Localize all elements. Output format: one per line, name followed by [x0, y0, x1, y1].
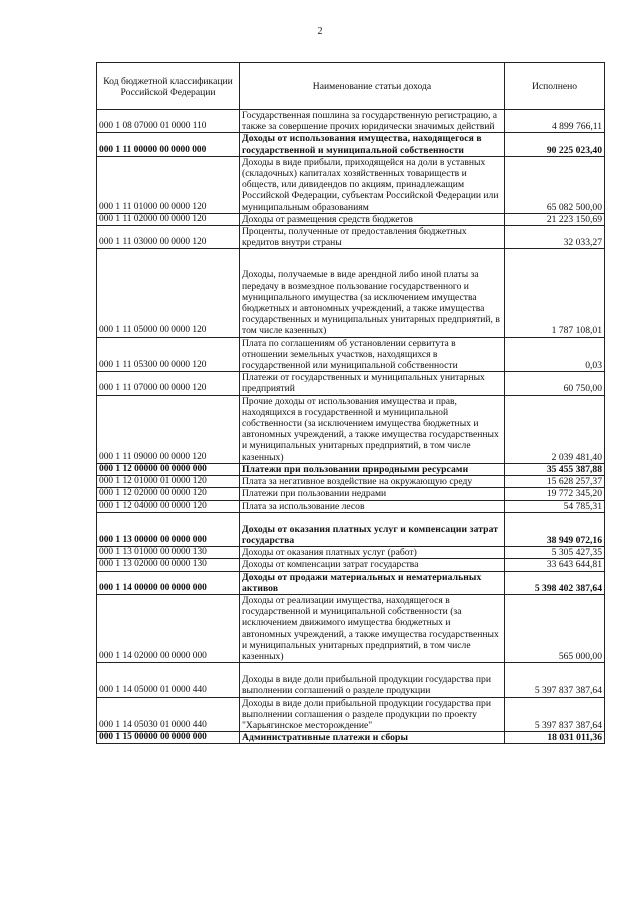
row-code: 000 1 11 09000 00 0000 120 [97, 395, 240, 463]
row-name-text: Плата за использование лесов [242, 500, 365, 512]
row-amount: 5 397 837 387,64 [505, 697, 605, 732]
row-amount: 1 787 108,01 [505, 249, 605, 337]
row-spacer [242, 249, 502, 269]
row-name [240, 476, 505, 488]
row-name [240, 547, 505, 559]
row-name [240, 156, 505, 213]
table-row [97, 226, 605, 249]
header-name: Наименование статьи дохода [240, 63, 505, 110]
row-code: 000 1 14 00000 00 0000 000 [97, 571, 240, 594]
row-name [240, 559, 505, 571]
row-name [240, 213, 505, 225]
row-code: 000 1 13 02000 00 0000 130 [97, 559, 240, 571]
row-code: 000 1 12 04000 00 0000 120 [97, 500, 240, 512]
table-row [97, 571, 605, 594]
row-amount: 15 628 257,37 [505, 476, 605, 488]
row-code: 000 1 11 03000 00 0000 120 [97, 226, 240, 249]
row-amount: 90 225 023,40 [505, 133, 605, 156]
row-code: 000 1 11 05300 00 0000 120 [97, 337, 240, 372]
table-row [97, 249, 605, 337]
row-amount: 2 039 481,40 [505, 395, 605, 463]
row-name [240, 500, 505, 512]
table-row [97, 488, 605, 500]
row-amount: 65 082 500,00 [505, 156, 605, 213]
table-row [97, 133, 605, 156]
row-amount: 60 750,00 [505, 372, 605, 395]
row-code: 000 1 12 00000 00 0000 000 [97, 463, 240, 475]
table-row [97, 372, 605, 395]
row-name-text: Доходы от реализации имущества, находящегося в государственной и муниципальной собственности (за исключением движимого имущества бюджетных и автономных учреждений, а также имущества государственных и муниципальных унитарных предприятий, в том числе казенных) [242, 594, 499, 662]
row-name [240, 571, 505, 594]
row-code: 000 1 12 01000 01 0000 120 [97, 476, 240, 488]
row-name [240, 249, 505, 337]
row-amount: 54 785,31 [505, 500, 605, 512]
row-name [240, 226, 505, 249]
row-code: 000 1 13 01000 00 0000 130 [97, 547, 240, 559]
table-header-row [97, 63, 605, 110]
row-amount: 19 772 345,20 [505, 488, 605, 500]
row-name [240, 110, 505, 133]
row-amount: 5 398 402 387,64 [505, 571, 605, 594]
row-name [240, 372, 505, 395]
row-amount: 18 031 011,36 [505, 732, 605, 744]
row-code: 000 1 11 05000 00 0000 120 [97, 249, 240, 337]
row-name [240, 337, 505, 372]
row-name-text: Государственная пошлина за государственную регистрацию, а также за совершение прочих юридически значимых действий [242, 110, 498, 133]
row-name-text: Прочие доходы от использования имущества и прав, находящихся в государственной и муниципальной собственности (за исключением имущества бюджетных и автономных учреждений, а также имущества государственных и муниципальных унитарных предприятий, в том числе казенных) [242, 395, 499, 463]
row-name-text: Проценты, полученные от предоставления бюджетных кредитов внутри страны [242, 226, 467, 249]
table-row [97, 500, 605, 512]
row-amount: 32 033,27 [505, 226, 605, 249]
table-row [97, 594, 605, 662]
table-row [97, 110, 605, 133]
row-name-text: Доходы в виде доли прибыльной продукции государства при выполнении соглашения о разделе продукции по проекту "Харьягинское месторождение" [242, 697, 491, 731]
row-name [240, 663, 505, 697]
row-name-text: Доходы от оказания платных услуг (работ) [242, 547, 417, 559]
row-code: 000 1 14 05030 01 0000 440 [97, 697, 240, 732]
table-row [97, 395, 605, 463]
table-row [97, 512, 605, 546]
row-amount: 38 949 072,16 [505, 512, 605, 546]
row-name [240, 395, 505, 463]
row-name-text: Плата за негативное воздействие на окружающую среду [242, 476, 473, 488]
table-row [97, 213, 605, 225]
row-name-text: Административные платежи и сборы [242, 732, 409, 744]
row-name [240, 594, 505, 662]
table-row [97, 697, 605, 732]
row-spacer [242, 513, 502, 524]
row-name [240, 488, 505, 500]
table-row [97, 476, 605, 488]
row-code: 000 1 11 00000 00 0000 000 [97, 133, 240, 156]
row-name-text: Платежи от государственных и муниципальных унитарных предприятий [242, 372, 485, 395]
table-row [97, 663, 605, 697]
row-name-text: Доходы в виде доли прибыльной продукции государства при выполнении соглашений о разделе продукции [242, 674, 491, 697]
row-amount: 4 899 766,11 [505, 110, 605, 133]
table-row [97, 156, 605, 213]
row-name-text: Доходы от размещения средств бюджетов [242, 213, 413, 225]
row-amount: 5 305 427,35 [505, 547, 605, 559]
row-amount: 5 397 837 387,64 [505, 663, 605, 697]
row-code: 000 1 15 00000 00 0000 000 [97, 732, 240, 744]
row-name [240, 697, 505, 732]
row-name [240, 463, 505, 475]
header-code: Код бюджетной классификации Российской Федерации [97, 63, 240, 110]
table-row [97, 547, 605, 559]
row-code: 000 1 08 07000 01 0000 110 [97, 110, 240, 133]
row-amount: 21 223 150,69 [505, 213, 605, 225]
row-name-text: Доходы от продажи материальных и нематериальных активов [242, 571, 482, 594]
table-row [97, 732, 605, 744]
table-row [97, 463, 605, 475]
row-amount: 0,03 [505, 337, 605, 372]
header-amount: Исполнено [505, 63, 605, 110]
row-name [240, 133, 505, 156]
row-name-text: Плата по соглашениям об установлении сервитута в отношении земельных участков, находящихся в государственной или муниципальной собственности [242, 337, 458, 372]
row-amount: 33 643 644,81 [505, 559, 605, 571]
row-name [240, 732, 505, 744]
row-name-text: Платежи при пользовании недрами [242, 488, 387, 500]
row-code: 000 1 13 00000 00 0000 000 [97, 512, 240, 546]
row-code: 000 1 14 05000 01 0000 440 [97, 663, 240, 697]
table-row [97, 559, 605, 571]
row-name-text: Доходы от компенсации затрат государства [242, 559, 419, 571]
table-body [97, 110, 605, 744]
revenue-table [96, 62, 605, 744]
row-code: 000 1 14 02000 00 0000 000 [97, 594, 240, 662]
row-code: 000 1 11 02000 00 0000 120 [97, 213, 240, 225]
row-name [240, 512, 505, 546]
row-code: 000 1 12 02000 00 0000 120 [97, 488, 240, 500]
page-number: 2 [317, 26, 323, 37]
row-code: 000 1 11 07000 00 0000 120 [97, 372, 240, 395]
row-amount: 35 455 387,88 [505, 463, 605, 475]
row-name-text: Доходы от использования имущества, находящегося в государственной и муниципальной собственности [242, 133, 482, 156]
row-name-text: Доходы в виде прибыли, приходящейся на доли в уставных (складочных) капиталах хозяйственных товариществ и обществ, или дивидендов по акциям, принадлежащим Российской Федерации, субъектам Российской Федерации или муниципальным образованиям [242, 156, 499, 213]
row-spacer [242, 663, 502, 674]
table-row [97, 337, 605, 372]
row-code: 000 1 11 01000 00 0000 120 [97, 156, 240, 213]
row-name-text: Доходы, получаемые в виде арендной либо иной платы за передачу в возмездное пользование государственного и муниципального имущества (за исключением имущества бюджетных и автономных учреждений, а также имущества государственных и муниципальных унитарных предприятий, в том числе казенных) [242, 269, 500, 337]
row-name-text: Доходы от оказания платных услуг и компенсации затрат государства [242, 523, 499, 546]
row-name-text: Платежи при пользовании природными ресурсами [242, 463, 469, 475]
row-amount: 565 000,00 [505, 594, 605, 662]
